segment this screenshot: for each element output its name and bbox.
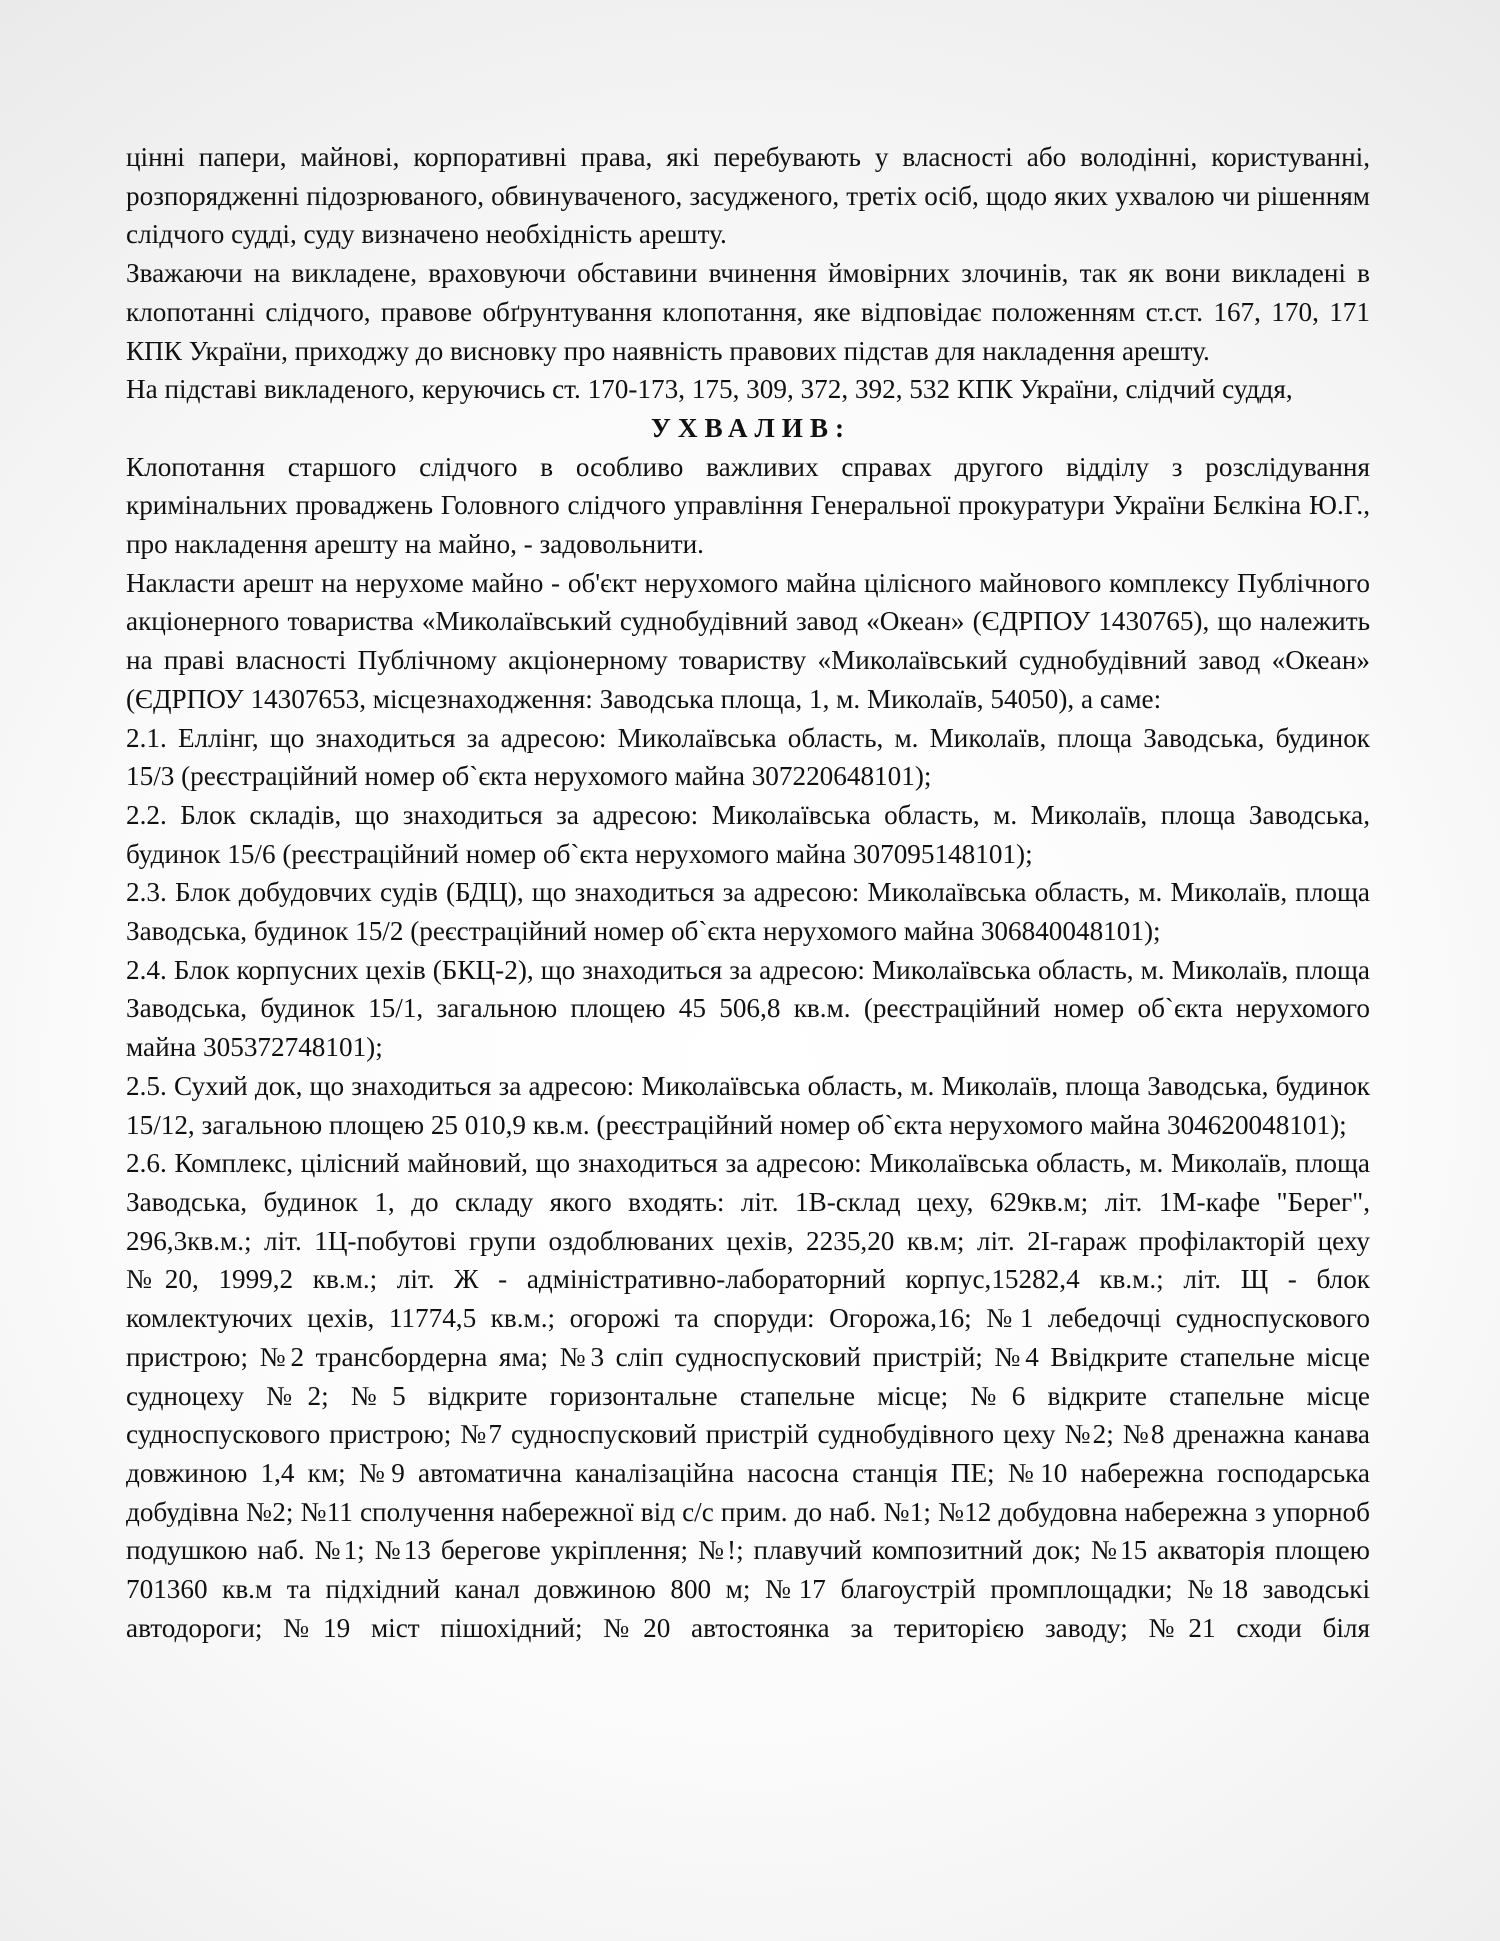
list-item-2-1: 2.1. Еллінг, що знаходиться за адресою: Миколаївська область, м. Миколаїв, площа Заводська, будинок 15/3 (реєстраційний номер об`єкта нерухомого майна 307220648101);: [126, 722, 1370, 792]
list-item-2-6: 2.6. Комплекс, цілісний майновий, що знаходиться за адресою: Миколаївська область, м. Миколаїв, площа Заводська, будинок 1, до складу якого входять: літ. 1В-склад цеху, 629кв.м; літ. 1М-кафе "Берег", 296,3кв.м.; літ. 1Ц-побутові групи оздоблюваних цехів, 2235,20 кв.м; літ. 2І-гараж профілакторій цеху №20, 1999,2 кв.м.; літ. Ж - адміністративно-лабораторний корпус,15282,4 кв.м.; літ. Щ - блок комлектуючих цехів, 11774,5 кв.м.; огорожі та споруди: Огорожа,16; №1 лебедочці судноспускового пристрою; №2 трансбордерна яма; №3 сліп судноспусковий пристрій; №4 Ввідкрите стапельне місце судноцеху №2; №5 відкрите горизонтальне стапельне місце; №6 відкрите стапельне місце судноспускового пристрою; №7 судноспусковий пристрій суднобудівного цеху №2; №8 дренажна канава довжиною 1,4 км; №9 автоматична каналізаційна насосна станція ПЕ; №10 набережна господарська добудівна №2; №11 сполучення набережної від с/с прим. до наб. №1; №12 добудовна набережна з упорноб подушкою наб. №1; №13 берегове укріплення; №!; плавучий композитний док; №15 акваторія площею 701360 кв.м та підхідний канал довжиною 800 м; №17 благоустрій промплощадки; №18 заводські автодороги; №19 міст пішохідний; №20 автостоянка за територією заводу; №21 сходи біля: [126, 1148, 1370, 1643]
list-item-2-4: 2.4. Блок корпусних цехів (БКЦ-2), що знаходиться за адресою: Миколаївська область, м. Миколаїв, площа Заводська, будинок 15/1, загальною площею 45 506,8 кв.м. (реєстраційний номер об`єкта нерухомого майна 305372748101);: [126, 954, 1370, 1063]
document-page: [126, 138, 1370, 1647]
paragraph-arrest-order: Накласти арешт на нерухоме майно - об'єкт нерухомого майна цілісного майнового комплексу Публічного акціонерного товариства «Миколаївський суднобудівний завод «Океан» (ЄДРПОУ 1430765), що належить на праві власності Публічному акціонерному товариству «Миколаївський суднобудівний завод «Океан» (ЄДРПОУ 14307653, місцезнаходження: Заводська площа, 1, м. Миколаїв, 54050), а саме:: [126, 567, 1370, 714]
list-item-2-5: 2.5. Сухий док, що знаходиться за адресою: Миколаївська область, м. Миколаїв, площа Заводська, будинок 15/12, загальною площею 25 010,9 кв.м. (реєстраційний номер об`єкта нерухомого майна 304620048101);: [126, 1070, 1370, 1140]
paragraph-articles: На підставі викладеного, керуючись ст. 170-173, 175, 309, 372, 392, 532 КПК України, слідчий суддя,: [126, 374, 1293, 405]
paragraph-legal-grounds: Зважаючи на викладене, враховуючи обставини вчинення ймовірних злочинів, так як вони викладені в клопотанні слідчого, правове обґрунтування клопотання, яке відповідає положенням ст.ст. 167, 170, 171 КПК України, приходжу до висновку про наявність правових підстав для накладення арешту.: [126, 258, 1370, 366]
paragraph-motion-granted: Клопотання старшого слідчого в особливо важливих справах другого відділу з розслідування кримінальних проваджень Головного слідчого управління Генеральної прокуратури України Бєлкіна Ю.Г., про накладення арешту на майно, - задовольнити.: [126, 451, 1370, 560]
list-item-2-3: 2.3. Блок добудовчих судів (БДЦ), що знаходиться за адресою: Миколаївська область, м. Миколаїв, площа Заводська, будинок 15/2 (реєстраційний номер об`єкта нерухомого майна 306840048101);: [126, 877, 1370, 947]
paragraph-securities: цінні папери, майнові, корпоративні права, які перебувають у власності або володінні, користуванні, розпорядженні підозрюваного, обвинуваченого, засудженого, третіх осіб, щодо яких ухвалою чи рішенням слідчого судді, суду визначено необхідність арешту.: [126, 142, 1370, 250]
ruling-heading: УХВАЛИВ:: [650, 412, 852, 443]
list-item-2-2: 2.2. Блок складів, що знаходиться за адресою: Миколаївська область, м. Миколаїв, площа Заводська, будинок 15/6 (реєстраційний номер об`єкта нерухомого майна 307095148101);: [126, 799, 1370, 869]
